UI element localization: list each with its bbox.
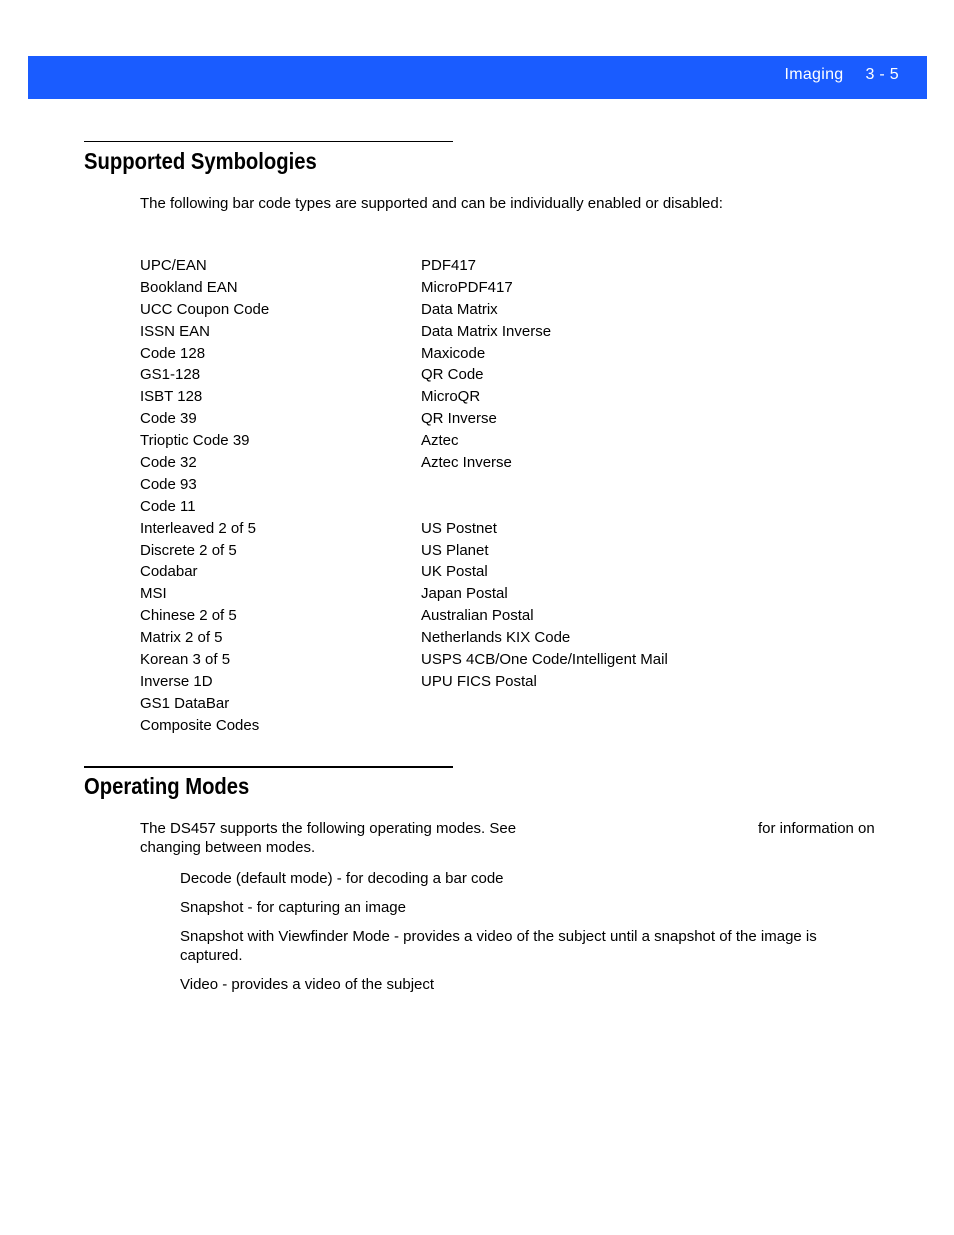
symbology-item: MicroPDF417: [421, 278, 513, 296]
symbology-item: Matrix 2 of 5: [140, 629, 223, 647]
symbology-item: Chinese 2 of 5: [140, 607, 237, 625]
symbology-item: GS1-128: [140, 366, 201, 384]
symbology-item: Discrete 2 of 5: [140, 541, 237, 559]
intro-text-part1: The DS457 supports the following operating modes. See: [140, 820, 517, 837]
symbology-item: Japan Postal: [421, 585, 508, 603]
symbology-item: Inverse 1D: [140, 672, 213, 690]
symbology-item: PDF417: [421, 257, 477, 274]
intro-text-part2: for information on: [758, 820, 875, 837]
symbology-item: USPS 4CB/One Code/Intelligent Mail: [421, 651, 668, 669]
symbology-item: Aztec Inverse: [421, 454, 512, 472]
symbology-item: GS1 DataBar: [140, 694, 230, 712]
symbology-item: ISSN EAN: [140, 322, 211, 340]
symbology-item: MSI: [140, 585, 167, 603]
symbology-item: US Planet: [421, 541, 489, 559]
symbology-item: Interleaved 2 of 5: [140, 519, 256, 537]
symbology-item: Netherlands KIX Code: [421, 629, 571, 647]
operating-modes-list: [180, 869, 850, 1004]
symbology-item: [421, 496, 668, 518]
symbology-item: US Postnet: [421, 519, 497, 537]
symbology-item: Code 128: [140, 344, 206, 362]
operating-modes-intro: [140, 819, 880, 857]
symbology-list-right: [421, 255, 668, 693]
symbology-item: Codabar: [140, 563, 198, 581]
operating-mode-item: Snapshot - for capturing an image: [180, 899, 406, 916]
symbology-item: [421, 474, 668, 496]
page-header-text: [784, 66, 899, 84]
symbology-item: MicroQR: [421, 388, 481, 406]
symbology-item: UPU FICS Postal: [421, 672, 537, 690]
section-rule-symbologies: [84, 141, 453, 142]
symbology-item: QR Code: [421, 366, 484, 384]
heading-supported-symbologies: Supported Symbologies: [84, 148, 317, 174]
symbology-item: Australian Postal: [421, 607, 534, 625]
symbology-item: Data Matrix Inverse: [421, 322, 552, 340]
header-page-number: 3 - 5: [865, 66, 899, 83]
symbology-item: QR Inverse: [421, 410, 497, 428]
operating-mode-item: Decode (default mode) - for decoding a bar code: [180, 870, 504, 887]
operating-mode-item: Snapshot with Viewfinder Mode - provides a video of the subject until a snapshot of the image is captured.: [180, 928, 817, 964]
symbology-item: Code 11: [140, 497, 196, 515]
heading-operating-modes: Operating Modes: [84, 773, 250, 799]
symbology-item: UCC Coupon Code: [140, 300, 270, 318]
symbology-item: Aztec: [421, 432, 459, 450]
section-rule-operating-modes: [84, 766, 453, 768]
symbology-item: UPC/EAN: [140, 257, 207, 274]
operating-mode-item: Video - provides a video of the subject: [180, 976, 435, 993]
symbology-item: Code 93: [140, 475, 197, 493]
symbology-list-left: [140, 255, 269, 737]
page-header-bar: [28, 56, 927, 99]
symbologies-intro: The following bar code types are supported and can be individually enabled or disabled:: [140, 195, 723, 212]
symbology-item: ISBT 128: [140, 388, 203, 406]
symbology-item: Composite Codes: [140, 716, 260, 734]
intro-text-line2: changing between modes.: [140, 839, 316, 856]
symbology-item: UK Postal: [421, 563, 488, 581]
symbology-item: Code 39: [140, 410, 197, 428]
symbology-item: Maxicode: [421, 344, 486, 362]
symbology-item: Trioptic Code 39: [140, 432, 250, 450]
symbology-item: Code 32: [140, 454, 197, 472]
header-section-label: Imaging: [784, 66, 844, 83]
symbology-item: Korean 3 of 5: [140, 651, 231, 669]
symbology-item: Data Matrix: [421, 300, 498, 318]
symbology-item: Bookland EAN: [140, 278, 238, 296]
